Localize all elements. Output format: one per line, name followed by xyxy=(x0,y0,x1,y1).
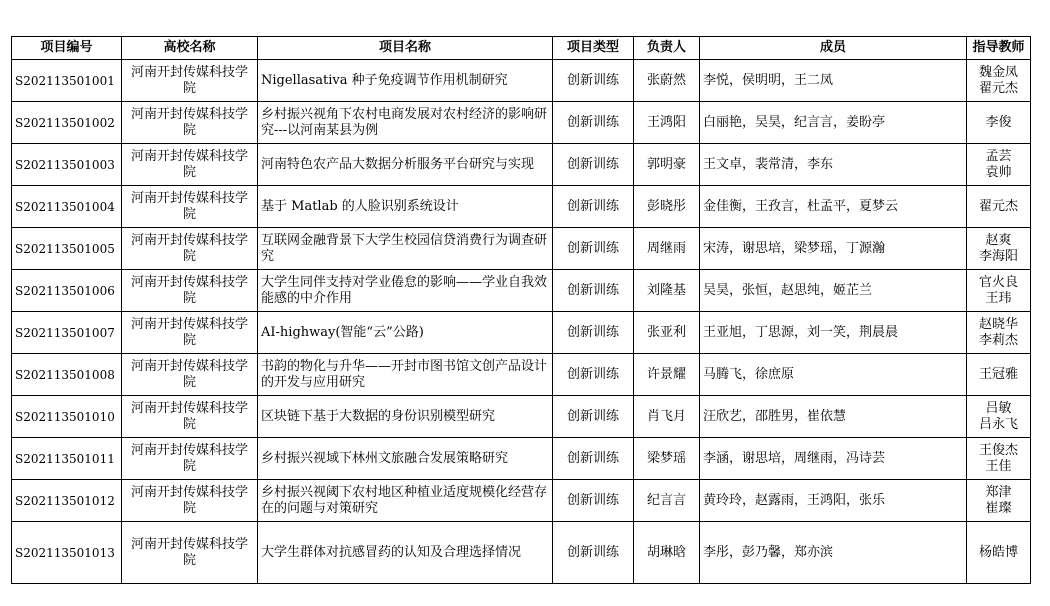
cell-project-type: 创新训练 xyxy=(553,480,634,522)
cell-project-id: S202113501010 xyxy=(12,396,122,438)
cell-members: 汪欣艺，邵胜男，崔依慧 xyxy=(700,396,967,438)
cell-project-type: 创新训练 xyxy=(553,228,634,270)
cell-project-title: 大学生同伴支持对学业倦怠的影响——学业自我效能感的中介作用 xyxy=(258,270,553,312)
cell-project-id: S202113501012 xyxy=(12,480,122,522)
cell-school: 河南开封传媒科技学院 xyxy=(122,102,258,144)
cell-project-title: AI-highway(智能“云”公路) xyxy=(258,312,553,354)
table-row xyxy=(12,312,1031,354)
cell-project-id: S202113501001 xyxy=(12,60,122,102)
cell-school: 河南开封传媒科技学院 xyxy=(122,480,258,522)
project-table xyxy=(11,36,1031,584)
cell-members: 吴昊，张恒，赵思纯，姬芷兰 xyxy=(700,270,967,312)
cell-project-title: 基于 Matlab 的人脸识别系统设计 xyxy=(258,186,553,228)
table-row xyxy=(12,228,1031,270)
cell-project-title: 书韵的物化与升华——开封市图书馆文创产品设计的开发与应用研究 xyxy=(258,354,553,396)
cell-leader: 郭明豪 xyxy=(634,144,700,186)
cell-leader: 王鸿阳 xyxy=(634,102,700,144)
header-project-id: 项目编号 xyxy=(12,37,122,60)
cell-project-type: 创新训练 xyxy=(553,102,634,144)
cell-project-type: 创新训练 xyxy=(553,60,634,102)
cell-project-type: 创新训练 xyxy=(553,438,634,480)
cell-project-title: 大学生群体对抗感冒药的认知及合理选择情况 xyxy=(258,522,553,584)
cell-leader: 梁梦瑶 xyxy=(634,438,700,480)
cell-school: 河南开封传媒科技学院 xyxy=(122,312,258,354)
cell-school: 河南开封传媒科技学院 xyxy=(122,228,258,270)
header-advisor: 指导教师 xyxy=(967,37,1031,60)
table-row xyxy=(12,480,1031,522)
cell-advisor: 魏金凤 翟元杰 xyxy=(967,60,1031,102)
cell-school: 河南开封传媒科技学院 xyxy=(122,270,258,312)
cell-advisor: 吕敏 吕永飞 xyxy=(967,396,1031,438)
cell-members: 王亚旭，丁思源，刘一笑，荆晨晨 xyxy=(700,312,967,354)
cell-advisor: 孟芸 袁帅 xyxy=(967,144,1031,186)
cell-school: 河南开封传媒科技学院 xyxy=(122,60,258,102)
table-row xyxy=(12,186,1031,228)
table-row xyxy=(12,354,1031,396)
header-school: 高校名称 xyxy=(122,37,258,60)
cell-project-title: 互联网金融背景下大学生校园信贷消费行为调查研究 xyxy=(258,228,553,270)
cell-school: 河南开封传媒科技学院 xyxy=(122,522,258,584)
cell-leader: 周继雨 xyxy=(634,228,700,270)
header-row xyxy=(12,37,1031,60)
cell-members: 李彤，彭乃馨，郑亦滨 xyxy=(700,522,967,584)
cell-members: 李涵，谢思培，周继雨，冯诗芸 xyxy=(700,438,967,480)
header-members: 成员 xyxy=(700,37,967,60)
header-project-title: 项目名称 xyxy=(258,37,553,60)
cell-project-id: S202113501004 xyxy=(12,186,122,228)
cell-project-id: S202113501013 xyxy=(12,522,122,584)
cell-project-id: S202113501008 xyxy=(12,354,122,396)
cell-members: 马腾飞，徐庶原 xyxy=(700,354,967,396)
cell-leader: 刘隆基 xyxy=(634,270,700,312)
table-row xyxy=(12,396,1031,438)
cell-members: 金佳衡，王孜言，杜孟平，夏梦云 xyxy=(700,186,967,228)
table-row xyxy=(12,438,1031,480)
table-row xyxy=(12,60,1031,102)
cell-project-id: S202113501002 xyxy=(12,102,122,144)
cell-leader: 纪言言 xyxy=(634,480,700,522)
cell-project-id: S202113501006 xyxy=(12,270,122,312)
cell-project-title: 河南特色农产品大数据分析服务平台研究与实现 xyxy=(258,144,553,186)
table-row xyxy=(12,102,1031,144)
cell-leader: 肖飞月 xyxy=(634,396,700,438)
cell-members: 黄玲玲，赵露雨，王鸿阳，张乐 xyxy=(700,480,967,522)
cell-leader: 许景耀 xyxy=(634,354,700,396)
table-row xyxy=(12,144,1031,186)
cell-school: 河南开封传媒科技学院 xyxy=(122,354,258,396)
cell-members: 宋涛，谢思培，梁梦瑶，丁源瀚 xyxy=(700,228,967,270)
cell-school: 河南开封传媒科技学院 xyxy=(122,396,258,438)
cell-project-title: Nigellasativa 种子免疫调节作用机制研究 xyxy=(258,60,553,102)
cell-leader: 胡琳晗 xyxy=(634,522,700,584)
cell-project-type: 创新训练 xyxy=(553,312,634,354)
cell-members: 王文卓，裴常清，李东 xyxy=(700,144,967,186)
cell-advisor: 王俊杰 王佳 xyxy=(967,438,1031,480)
cell-leader: 张蔚然 xyxy=(634,60,700,102)
cell-project-title: 区块链下基于大数据的身份识别模型研究 xyxy=(258,396,553,438)
cell-project-type: 创新训练 xyxy=(553,186,634,228)
cell-advisor: 翟元杰 xyxy=(967,186,1031,228)
cell-project-title: 乡村振兴视角下农村电商发展对农村经济的影响研究---以河南某县为例 xyxy=(258,102,553,144)
cell-project-id: S202113501003 xyxy=(12,144,122,186)
cell-project-id: S202113501005 xyxy=(12,228,122,270)
cell-advisor: 赵晓华 李莉杰 xyxy=(967,312,1031,354)
cell-project-title: 乡村振兴视阈下农村地区种植业适度规模化经营存在的问题与对策研究 xyxy=(258,480,553,522)
cell-project-id: S202113501007 xyxy=(12,312,122,354)
cell-members: 李悦，侯明明，王二凤 xyxy=(700,60,967,102)
cell-leader: 彭晓彤 xyxy=(634,186,700,228)
cell-advisor: 官火良 王玮 xyxy=(967,270,1031,312)
cell-members: 白丽艳，吴昊，纪言言，姜盼亭 xyxy=(700,102,967,144)
cell-school: 河南开封传媒科技学院 xyxy=(122,438,258,480)
header-leader: 负责人 xyxy=(634,37,700,60)
cell-advisor: 王冠雅 xyxy=(967,354,1031,396)
cell-school: 河南开封传媒科技学院 xyxy=(122,144,258,186)
table-body xyxy=(12,60,1031,584)
cell-school: 河南开封传媒科技学院 xyxy=(122,186,258,228)
table-row xyxy=(12,270,1031,312)
cell-advisor: 李俊 xyxy=(967,102,1031,144)
cell-advisor: 杨皓博 xyxy=(967,522,1031,584)
cell-advisor: 赵爽 李海阳 xyxy=(967,228,1031,270)
cell-project-type: 创新训练 xyxy=(553,270,634,312)
cell-project-type: 创新训练 xyxy=(553,396,634,438)
header-project-type: 项目类型 xyxy=(553,37,634,60)
cell-project-type: 创新训练 xyxy=(553,354,634,396)
cell-project-title: 乡村振兴视域下林州文旅融合发展策略研究 xyxy=(258,438,553,480)
cell-leader: 张亚利 xyxy=(634,312,700,354)
table-row xyxy=(12,522,1031,584)
cell-project-id: S202113501011 xyxy=(12,438,122,480)
cell-advisor: 郑津 崔璨 xyxy=(967,480,1031,522)
cell-project-type: 创新训练 xyxy=(553,522,634,584)
cell-project-type: 创新训练 xyxy=(553,144,634,186)
